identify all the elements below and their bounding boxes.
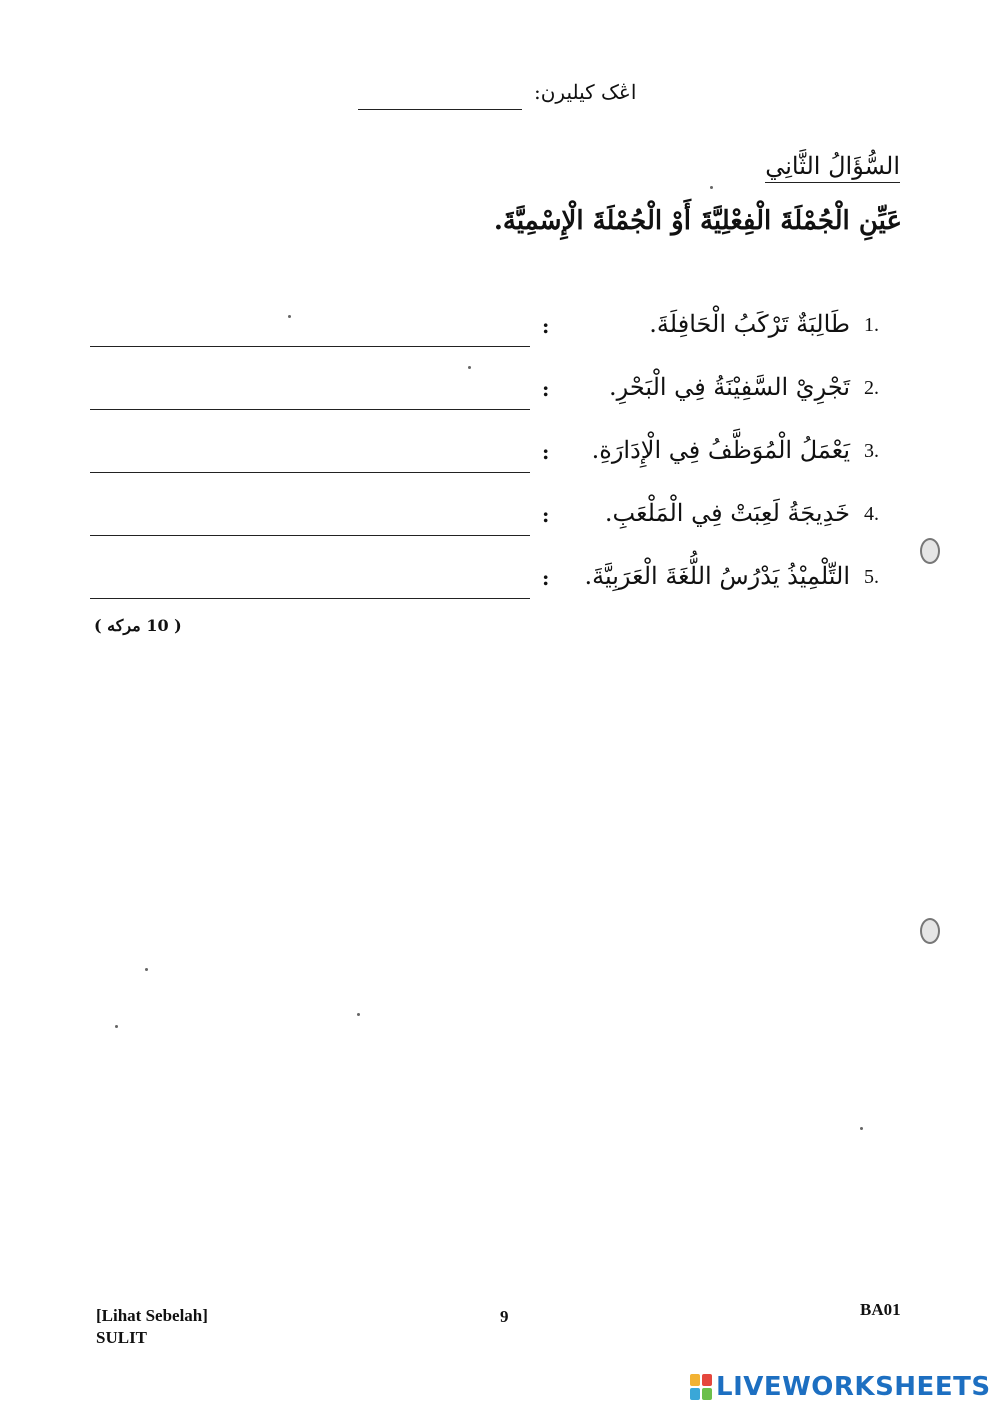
question-title: السُّؤَالُ الثَّانِي bbox=[765, 152, 900, 183]
marks-note: ( 10 مركه ) bbox=[94, 616, 182, 635]
footer-left bbox=[96, 1305, 208, 1349]
scan-speck bbox=[860, 1127, 863, 1130]
item-number: 2. bbox=[864, 377, 879, 399]
item-number: 4. bbox=[864, 503, 879, 525]
punch-hole bbox=[920, 918, 940, 944]
item-colon: : bbox=[542, 440, 550, 464]
question-item bbox=[0, 436, 1000, 476]
item-sentence: يَعْمَلُ الْمُوَظَّفُ فِي الْإِدَارَةِ. bbox=[591, 436, 850, 464]
name-label: اڠک کيليرن: bbox=[534, 80, 637, 104]
confidential-label: SULIT bbox=[96, 1328, 148, 1347]
item-colon: : bbox=[542, 503, 550, 527]
item-sentence: التِّلْمِيْذُ يَدْرُسُ اللُّغَةَ الْعَرَبِيَّةَ. bbox=[584, 562, 850, 590]
see-next-label: [Lihat Sebelah] bbox=[96, 1306, 208, 1325]
punch-hole bbox=[920, 538, 940, 564]
question-item bbox=[0, 499, 1000, 539]
paper-code: BA01 bbox=[860, 1300, 901, 1319]
scan-speck bbox=[357, 1013, 360, 1016]
question-item bbox=[0, 373, 1000, 413]
item-colon: : bbox=[542, 377, 550, 401]
scan-speck bbox=[468, 366, 471, 369]
item-sentence: تَجْرِيْ السَّفِيْنَةُ فِي الْبَحْرِ. bbox=[608, 373, 850, 401]
scan-speck bbox=[115, 1025, 118, 1028]
liveworksheets-icon bbox=[690, 1374, 712, 1400]
item-sentence: طَالِبَةٌ تَرْكَبُ الْحَافِلَةَ. bbox=[649, 310, 850, 338]
answer-line[interactable] bbox=[90, 346, 530, 347]
question-instruction: عَيِّنِ الْجُمْلَةَ الْفِعْلِيَّةَ أَوْ الْجُمْلَةَ الْإِسْمِيَّةَ. bbox=[493, 206, 902, 236]
answer-line[interactable] bbox=[90, 409, 530, 410]
liveworksheets-text: LIVEWORKSHEETS bbox=[716, 1372, 991, 1402]
answer-line[interactable] bbox=[90, 535, 530, 536]
question-item bbox=[0, 562, 1000, 602]
scan-speck bbox=[710, 186, 713, 189]
item-sentence: خَدِيجَةُ لَعِبَتْ فِي الْمَلْعَبِ. bbox=[604, 499, 850, 527]
answer-line[interactable] bbox=[90, 472, 530, 473]
item-number: 5. bbox=[864, 566, 879, 588]
name-answer-line[interactable] bbox=[358, 109, 522, 110]
item-colon: : bbox=[542, 314, 550, 338]
page-number: 9 bbox=[500, 1307, 509, 1326]
answer-line[interactable] bbox=[90, 598, 530, 599]
liveworksheets-logo bbox=[690, 1372, 991, 1402]
item-number: 3. bbox=[864, 440, 879, 462]
scan-speck bbox=[145, 968, 148, 971]
item-colon: : bbox=[542, 566, 550, 590]
scan-speck bbox=[288, 315, 291, 318]
item-number: 1. bbox=[864, 314, 879, 336]
question-item bbox=[0, 310, 1000, 350]
